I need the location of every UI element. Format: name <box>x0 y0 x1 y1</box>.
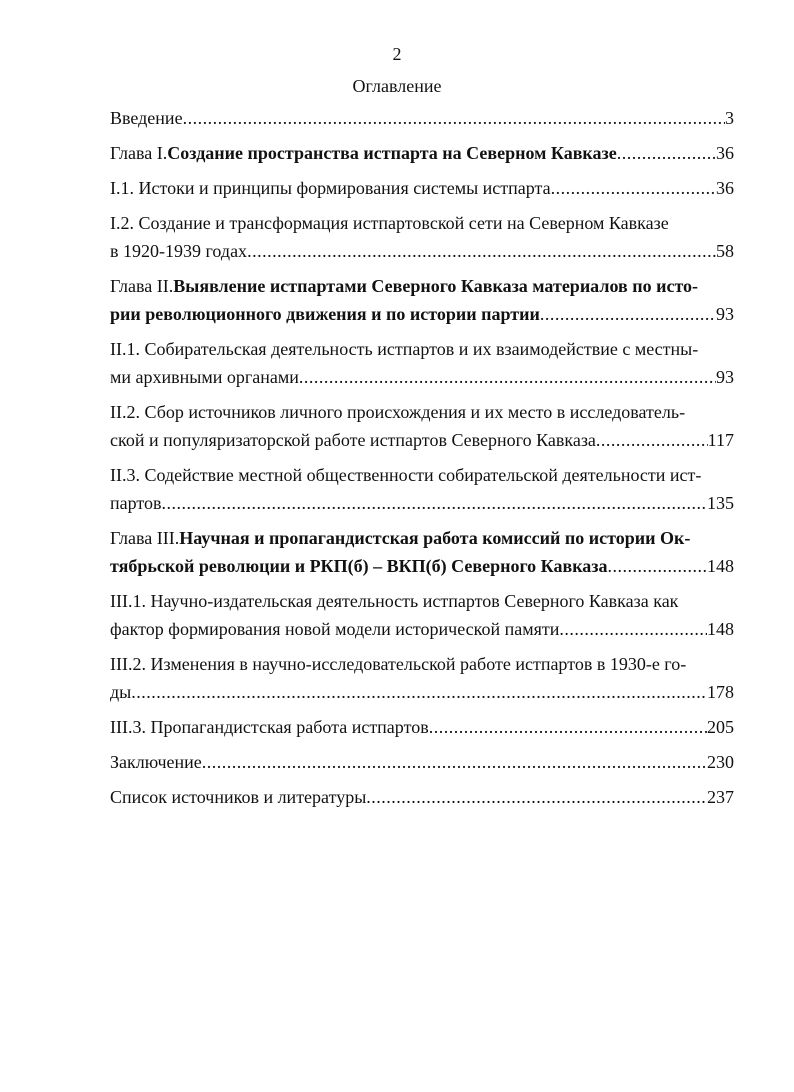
toc-entry-page: 178 <box>707 682 734 702</box>
toc-title: Оглавление <box>352 76 442 96</box>
toc-entry-label-continued: в 1920-1939 годах <box>110 241 248 261</box>
toc-entry-label-continued: ской и популяризаторской работе истпартов Северного Кавказа <box>110 430 596 450</box>
toc-entry-page: 58 <box>716 241 734 261</box>
toc-entry-label-continued: рии революционного движения и по истории партии <box>110 304 540 324</box>
toc-entry-label: Научная и пропагандистская работа комиссий по истории Ок- <box>179 528 691 548</box>
toc-entry-label: III.3. Пропагандистская работа истпартов <box>110 717 429 737</box>
toc-entry[interactable] <box>110 713 734 741</box>
toc-entry-prefix: Глава III. <box>110 528 180 548</box>
toc-entry[interactable] <box>110 104 734 132</box>
table-of-contents <box>110 104 734 818</box>
toc-entry-label: I.1. Истоки и принципы формирования системы истпарта <box>110 178 551 198</box>
toc-entry-label: Список источников и литературы <box>110 787 367 807</box>
toc-entry[interactable] <box>110 748 734 776</box>
dot-leader <box>366 783 707 811</box>
toc-entry-label: III.1. Научно-издательская деятельность истпартов Северного Кавказа как <box>110 591 679 611</box>
toc-entry-page: 135 <box>707 493 734 513</box>
toc-entry-prefix: Глава I. <box>110 143 168 163</box>
dot-leader <box>202 748 707 776</box>
page-number: 2 <box>392 44 402 64</box>
toc-entry-label-continued: тябрьской революции и РКП(б) – ВКП(б) Северного Кавказа <box>110 556 608 576</box>
dot-leader <box>608 552 707 580</box>
toc-entry[interactable] <box>110 783 734 811</box>
toc-entry-page: 148 <box>707 556 734 576</box>
dot-leader <box>551 174 716 202</box>
toc-entry[interactable] <box>110 650 734 706</box>
toc-entry-label: Создание пространства истпарта на Северном Кавказе <box>167 143 617 163</box>
dot-leader <box>131 678 707 706</box>
toc-entry-label-continued: ми архивными органами <box>110 367 299 387</box>
dot-leader <box>540 300 716 328</box>
toc-entry[interactable] <box>110 398 734 454</box>
dot-leader <box>429 713 707 741</box>
toc-entry[interactable] <box>110 174 734 202</box>
toc-entry[interactable] <box>110 209 734 265</box>
dot-leader <box>183 104 725 132</box>
toc-entry-label-continued: ды <box>110 682 132 702</box>
toc-entry-page: 3 <box>725 108 734 128</box>
dot-leader <box>299 363 716 391</box>
toc-entry-label-continued: партов <box>110 493 162 513</box>
dot-leader <box>596 426 708 454</box>
dot-leader <box>617 139 716 167</box>
toc-entry-label: II.2. Сбор источников личного происхождения и их место в исследователь- <box>110 402 686 422</box>
toc-entry[interactable] <box>110 139 734 167</box>
toc-entry[interactable] <box>110 272 734 328</box>
toc-entry-label: II.3. Содействие местной общественности собирательской деятельности ист- <box>110 465 702 485</box>
toc-entry-label: I.2. Создание и трансформация истпартовской сети на Северном Кавказе <box>110 213 669 233</box>
toc-entry-page: 148 <box>707 619 734 639</box>
toc-entry-label: II.1. Собирательская деятельность истпартов и их взаимодействие с местны- <box>110 339 699 359</box>
toc-entry[interactable] <box>110 587 734 643</box>
toc-entry-page: 117 <box>707 430 734 450</box>
dot-leader <box>162 489 707 517</box>
toc-entry-page: 93 <box>716 304 734 324</box>
toc-entry-label: Заключение <box>110 752 202 772</box>
toc-entry-page: 36 <box>716 143 734 163</box>
toc-entry[interactable] <box>110 524 734 580</box>
toc-entry-page: 230 <box>707 752 734 772</box>
toc-entry-prefix: Глава II. <box>110 276 174 296</box>
dot-leader <box>559 615 707 643</box>
toc-entry[interactable] <box>110 335 734 391</box>
toc-entry-page: 205 <box>707 717 734 737</box>
toc-entry-page: 36 <box>716 178 734 198</box>
toc-entry-page: 93 <box>716 367 734 387</box>
toc-entry-label-continued: фактор формирования новой модели исторической памяти <box>110 619 560 639</box>
toc-entry-label: III.2. Изменения в научно-исследовательской работе истпартов в 1930-е го- <box>110 654 687 674</box>
toc-entry-label: Выявление истпартами Северного Кавказа материалов по исто- <box>173 276 699 296</box>
toc-entry-label: Введение <box>110 108 183 128</box>
dot-leader <box>247 237 716 265</box>
toc-entry[interactable] <box>110 461 734 517</box>
toc-entry-page: 237 <box>707 787 734 807</box>
